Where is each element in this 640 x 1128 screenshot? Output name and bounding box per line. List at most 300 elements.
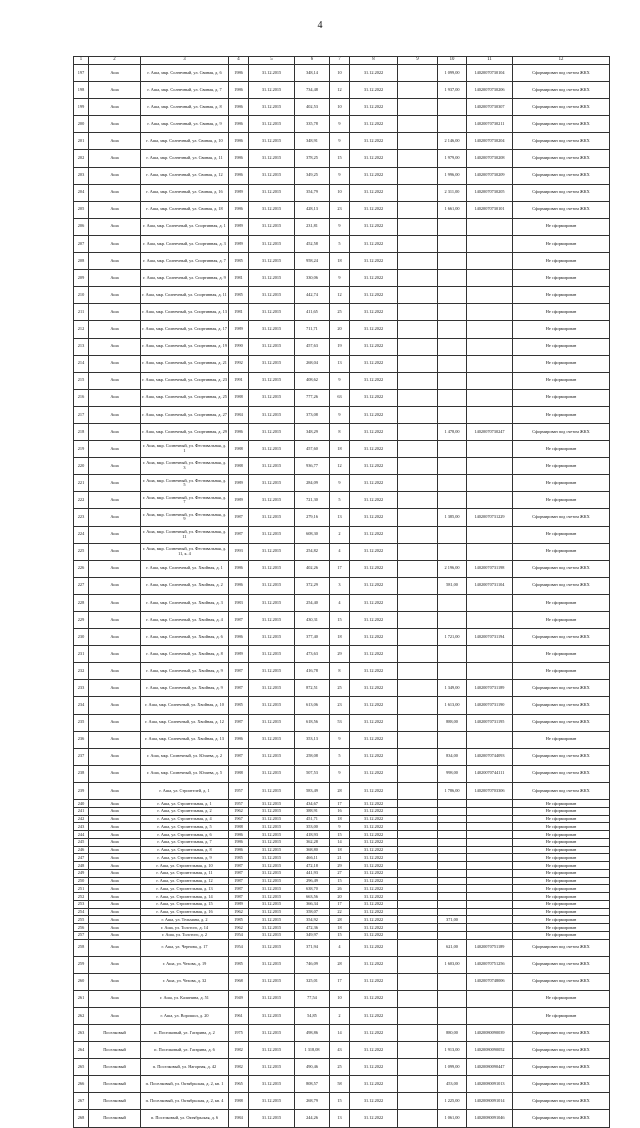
cell-status: Не сформирован <box>513 800 610 808</box>
cell-account-number <box>467 877 513 885</box>
cell-survey-date: 31.12.2015 <box>249 287 295 304</box>
cell-amount: 1 099,00 <box>438 1059 467 1076</box>
table-row <box>74 924 610 932</box>
cell-row-index: 210 <box>74 287 89 304</box>
cell-row-index: 217 <box>74 406 89 423</box>
cell-row-index: 218 <box>74 423 89 440</box>
cell-survey-date: 31.12.2015 <box>249 458 295 475</box>
cell-area: 442,74 <box>295 287 330 304</box>
cell-amount: 581,00 <box>438 577 467 594</box>
cell-units: 15 <box>330 831 350 839</box>
cell-plan-date: 31.12.2022 <box>350 338 398 355</box>
cell-extra <box>398 475 438 492</box>
cell-row-index: 207 <box>74 235 89 252</box>
cell-amount <box>438 372 467 389</box>
col-number: 9 <box>398 57 438 65</box>
cell-area: 663,56 <box>295 893 330 901</box>
cell-status: Не сформирован <box>513 908 610 916</box>
cell-amount: 1 937,00 <box>438 82 467 99</box>
table-row <box>74 492 610 509</box>
cell-amount <box>438 287 467 304</box>
cell-row-index: 253 <box>74 900 89 908</box>
cell-plan-date: 31.12.2022 <box>350 831 398 839</box>
cell-account-number <box>467 338 513 355</box>
cell-amount <box>438 270 467 287</box>
cell-extra <box>398 201 438 218</box>
cell-account-number <box>467 990 513 1007</box>
cell-units: 18 <box>330 846 350 854</box>
cell-account-number: 14020070730209 <box>467 167 513 184</box>
cell-plan-date: 31.12.2022 <box>350 1110 398 1127</box>
table-row <box>74 355 610 372</box>
cell-plan-date: 31.12.2022 <box>350 492 398 509</box>
cell-locality: Аша <box>89 65 141 82</box>
cell-address: г. Аша, ул. Строительная, д. 13 <box>141 885 229 893</box>
table-row <box>74 304 610 321</box>
table-row <box>74 167 610 184</box>
cell-build-year: 1986 <box>229 560 249 577</box>
table-row <box>74 406 610 423</box>
cell-account-number <box>467 594 513 611</box>
cell-units: 15 <box>330 612 350 629</box>
cell-account-number: 14020070731104 <box>467 577 513 594</box>
cell-row-index: 255 <box>74 916 89 924</box>
cell-row-index: 258 <box>74 939 89 956</box>
cell-plan-date: 31.12.2022 <box>350 869 398 877</box>
cell-status: Сформирован под счетом ЖКХ <box>513 423 610 440</box>
cell-account-number: 14020070731195 <box>467 714 513 731</box>
cell-account-number: 14020080090052 <box>467 1042 513 1059</box>
cell-row-index: 216 <box>74 389 89 406</box>
table-row <box>74 990 610 1007</box>
cell-account-number <box>467 389 513 406</box>
cell-address: г. Аша, ул. Строительная, д. 5 <box>141 823 229 831</box>
cell-extra <box>398 916 438 924</box>
cell-amount: 2 146,00 <box>438 133 467 150</box>
cell-row-index: 203 <box>74 167 89 184</box>
cell-build-year: 1986 <box>229 831 249 839</box>
cell-locality: Поселковый <box>89 1076 141 1093</box>
cell-locality: Аша <box>89 543 141 560</box>
cell-survey-date: 31.12.2015 <box>249 869 295 877</box>
cell-address: г. Аша, ул. Строительная, д. 8 <box>141 846 229 854</box>
cell-build-year: 1986 <box>229 82 249 99</box>
page-number: 4 <box>317 20 323 31</box>
cell-status: Не сформирован <box>513 612 610 629</box>
cell-locality: Поселковый <box>89 1042 141 1059</box>
cell-status: Не сформирован <box>513 877 610 885</box>
cell-status: Сформирован под счетом ЖКХ <box>513 1059 610 1076</box>
cell-plan-date: 31.12.2022 <box>350 116 398 133</box>
cell-extra <box>398 990 438 1007</box>
cell-address: г. Аша, мкр. Солнечный, ул. Хвойная, д. 4 <box>141 612 229 629</box>
cell-survey-date: 31.12.2015 <box>249 629 295 646</box>
cell-row-index: 223 <box>74 509 89 526</box>
cell-area: 354,79 <box>295 184 330 201</box>
cell-status: Не сформирован <box>513 218 610 235</box>
table-row <box>74 270 610 287</box>
cell-address: г. Аша, мкр. Солнечный, ул. Хвойная, д. 1 <box>141 560 229 577</box>
cell-units: 2 <box>330 1007 350 1024</box>
col-number: 6 <box>295 57 330 65</box>
cell-build-year: 1986 <box>229 201 249 218</box>
cell-survey-date: 31.12.2015 <box>249 235 295 252</box>
table-row <box>74 458 610 475</box>
cell-build-year: 1987 <box>229 885 249 893</box>
cell-row-index: 214 <box>74 355 89 372</box>
cell-row-index: 265 <box>74 1059 89 1076</box>
cell-row-index: 224 <box>74 526 89 543</box>
cell-account-number: 14020080091046 <box>467 1110 513 1127</box>
col-number: 12 <box>513 57 610 65</box>
cell-amount <box>438 731 467 748</box>
cell-locality: Аша <box>89 612 141 629</box>
cell-locality: Аша <box>89 854 141 862</box>
cell-account-number: 14020070730211 <box>467 116 513 133</box>
cell-row-index: 250 <box>74 877 89 885</box>
cell-survey-date: 31.12.2015 <box>249 973 295 990</box>
cell-address: г. Аша, мкр. Солнечный, ул. Свиная, д. 16 <box>141 184 229 201</box>
cell-extra <box>398 99 438 116</box>
cell-amount <box>438 304 467 321</box>
cell-amount: 1 913,00 <box>438 1042 467 1059</box>
cell-status: Не сформирован <box>513 389 610 406</box>
cell-survey-date: 31.12.2015 <box>249 441 295 458</box>
cell-area: 349,25 <box>295 167 330 184</box>
cell-units: 8 <box>330 423 350 440</box>
cell-build-year: 1982 <box>229 1042 249 1059</box>
cell-extra <box>398 646 438 663</box>
cell-locality: Аша <box>89 184 141 201</box>
cell-survey-date: 31.12.2015 <box>249 1110 295 1127</box>
cell-status: Сформирован под счетом ЖКХ <box>513 577 610 594</box>
cell-amount: 1 478,00 <box>438 423 467 440</box>
cell-area: 472,18 <box>295 862 330 870</box>
cell-units: 9 <box>330 372 350 389</box>
cell-row-index: 205 <box>74 201 89 218</box>
cell-units: 18 <box>330 253 350 270</box>
cell-build-year: 1984 <box>229 1110 249 1127</box>
table-row <box>74 807 610 815</box>
cell-plan-date: 31.12.2022 <box>350 646 398 663</box>
cell-amount <box>438 885 467 893</box>
cell-locality: Аша <box>89 893 141 901</box>
cell-plan-date: 31.12.2022 <box>350 854 398 862</box>
cell-survey-date: 31.12.2015 <box>249 321 295 338</box>
table-row <box>74 731 610 748</box>
cell-locality: Аша <box>89 441 141 458</box>
cell-survey-date: 31.12.2015 <box>249 509 295 526</box>
table-row <box>74 885 610 893</box>
cell-account-number <box>467 815 513 823</box>
cell-area: 378,25 <box>295 150 330 167</box>
cell-address: г. Аша, мкр. Солнечный, ул. Свиная, д. 18 <box>141 201 229 218</box>
cell-amount <box>438 990 467 1007</box>
cell-status: Не сформирован <box>513 475 610 492</box>
cell-area: 416,78 <box>295 663 330 680</box>
cell-account-number <box>467 526 513 543</box>
cell-build-year: 1961 <box>229 1007 249 1024</box>
cell-survey-date: 31.12.2015 <box>249 1025 295 1042</box>
cell-units: 15 <box>330 931 350 939</box>
cell-units: 13 <box>330 355 350 372</box>
cell-build-year: 1988 <box>229 823 249 831</box>
cell-area: 608,30 <box>295 526 330 543</box>
cell-area: 618,56 <box>295 714 330 731</box>
cell-status: Не сформирован <box>513 526 610 543</box>
table-row <box>74 680 610 697</box>
cell-extra <box>398 253 438 270</box>
cell-build-year: 1987 <box>229 714 249 731</box>
table-row <box>74 577 610 594</box>
cell-amount <box>438 823 467 831</box>
cell-address: п. Поселковый, ул. Октябрьская, д. 6 <box>141 1110 229 1127</box>
cell-amount: 834,00 <box>438 748 467 765</box>
cell-status: Не сформирован <box>513 646 610 663</box>
cell-status: Не сформирован <box>513 931 610 939</box>
table-row <box>74 800 610 808</box>
cell-locality: Аша <box>89 355 141 372</box>
cell-units: 22 <box>330 908 350 916</box>
cell-row-index: 268 <box>74 1110 89 1127</box>
cell-locality: Поселковый <box>89 1093 141 1110</box>
cell-area: 362,28 <box>295 838 330 846</box>
cell-amount <box>438 815 467 823</box>
cell-extra <box>398 133 438 150</box>
cell-amount <box>438 807 467 815</box>
cell-survey-date: 31.12.2015 <box>249 99 295 116</box>
cell-status: Не сформирован <box>513 854 610 862</box>
cell-area: 349,97 <box>295 931 330 939</box>
cell-plan-date: 31.12.2022 <box>350 543 398 560</box>
cell-row-index: 213 <box>74 338 89 355</box>
cell-extra <box>398 270 438 287</box>
cell-account-number: 14020080091014 <box>467 1093 513 1110</box>
table-row <box>74 184 610 201</box>
cell-status: Сформирован под счетом ЖКХ <box>513 509 610 526</box>
cell-build-year: 1954 <box>229 931 249 939</box>
cell-row-index: 231 <box>74 646 89 663</box>
table-row <box>74 893 610 901</box>
cell-account-number <box>467 924 513 932</box>
cell-plan-date: 31.12.2022 <box>350 389 398 406</box>
cell-area: 402,53 <box>295 99 330 116</box>
cell-account-number <box>467 900 513 908</box>
cell-build-year: 1962 <box>229 807 249 815</box>
cell-plan-date: 31.12.2022 <box>350 509 398 526</box>
table-row <box>74 116 610 133</box>
cell-status: Не сформирован <box>513 862 610 870</box>
cell-address: г. Аша, ул. Толстого, д. 2 <box>141 931 229 939</box>
cell-status: Не сформирован <box>513 900 610 908</box>
cell-area: 348,91 <box>295 133 330 150</box>
cell-build-year: 1986 <box>229 731 249 748</box>
cell-amount: 1 786,00 <box>438 782 467 799</box>
cell-row-index: 197 <box>74 65 89 82</box>
cell-address: г. Аша, мкр. Солнечный, ул. Хвойная, д. 9 <box>141 680 229 697</box>
cell-units: 20 <box>330 893 350 901</box>
cell-extra <box>398 184 438 201</box>
cell-address: г. Аша, мкр. Солнечный, ул. Юлаева, д. 5 <box>141 765 229 782</box>
cell-area: 711,71 <box>295 321 330 338</box>
cell-area: 268,79 <box>295 1093 330 1110</box>
cell-extra <box>398 167 438 184</box>
col-number: 7 <box>330 57 350 65</box>
col-number: 2 <box>89 57 141 65</box>
cell-amount <box>438 594 467 611</box>
cell-survey-date: 31.12.2015 <box>249 731 295 748</box>
cell-plan-date: 31.12.2022 <box>350 82 398 99</box>
cell-status: Не сформирован <box>513 458 610 475</box>
table-row <box>74 201 610 218</box>
cell-address: г. Аша, мкр. Солнечный, ул. Свиная, д. 6 <box>141 65 229 82</box>
cell-plan-date: 31.12.2022 <box>350 807 398 815</box>
cell-area: 808,57 <box>295 1076 330 1093</box>
cell-area: 388,91 <box>295 807 330 815</box>
cell-area: 434,67 <box>295 800 330 808</box>
cell-units: 10 <box>330 65 350 82</box>
cell-plan-date: 31.12.2022 <box>350 765 398 782</box>
cell-plan-date: 31.12.2022 <box>350 990 398 1007</box>
cell-locality: Аша <box>89 823 141 831</box>
cell-locality: Аша <box>89 235 141 252</box>
cell-status: Сформирован под счетом ЖКХ <box>513 560 610 577</box>
cell-amount <box>438 908 467 916</box>
cell-extra <box>398 235 438 252</box>
cell-locality: Аша <box>89 877 141 885</box>
cell-account-number <box>467 218 513 235</box>
cell-survey-date: 31.12.2015 <box>249 931 295 939</box>
cell-locality: Аша <box>89 815 141 823</box>
cell-row-index: 264 <box>74 1042 89 1059</box>
cell-extra <box>398 908 438 916</box>
col-number: 11 <box>467 57 513 65</box>
cell-units: 14 <box>330 838 350 846</box>
cell-extra <box>398 877 438 885</box>
cell-account-number <box>467 372 513 389</box>
cell-account-number <box>467 908 513 916</box>
cell-units: 25 <box>330 680 350 697</box>
cell-account-number: 14020070730247 <box>467 423 513 440</box>
cell-build-year: 1993 <box>229 543 249 560</box>
cell-status: Сформирован под счетом ЖКХ <box>513 201 610 218</box>
cell-account-number <box>467 854 513 862</box>
cell-status: Сформирован под счетом ЖКХ <box>513 765 610 782</box>
cell-extra <box>398 748 438 765</box>
cell-survey-date: 31.12.2015 <box>249 815 295 823</box>
cell-address: г. Аша, мкр. Солнечный, ул. Спортивная, д. 23 <box>141 372 229 389</box>
cell-extra <box>398 1042 438 1059</box>
cell-amount <box>438 1007 467 1024</box>
cell-build-year: 1986 <box>229 116 249 133</box>
cell-account-number <box>467 270 513 287</box>
cell-plan-date: 31.12.2022 <box>350 304 398 321</box>
cell-survey-date: 31.12.2015 <box>249 65 295 82</box>
cell-row-index: 202 <box>74 150 89 167</box>
table-row <box>74 1007 610 1024</box>
cell-address: г. Аша, ул. Строительная, д. 7 <box>141 838 229 846</box>
cell-row-index: 232 <box>74 663 89 680</box>
cell-locality: Аша <box>89 869 141 877</box>
cell-plan-date: 31.12.2022 <box>350 1025 398 1042</box>
cell-survey-date: 31.12.2015 <box>249 492 295 509</box>
cell-account-number <box>467 287 513 304</box>
table-row <box>74 612 610 629</box>
cell-locality: Аша <box>89 116 141 133</box>
cell-status: Не сформирован <box>513 594 610 611</box>
cell-address: г. Аша, мкр. Солнечный, ул. Хвойная, д. 10 <box>141 697 229 714</box>
cell-account-number <box>467 800 513 808</box>
cell-units: 58 <box>330 1076 350 1093</box>
cell-area: 373,08 <box>295 406 330 423</box>
table-row <box>74 133 610 150</box>
cell-row-index: 209 <box>74 270 89 287</box>
cell-locality: Аша <box>89 577 141 594</box>
cell-area: 638,70 <box>295 885 330 893</box>
cell-account-number: 14020070731190 <box>467 697 513 714</box>
table-row <box>74 338 610 355</box>
cell-amount <box>438 831 467 839</box>
cell-plan-date: 31.12.2022 <box>350 973 398 990</box>
cell-amount: 998,00 <box>438 765 467 782</box>
cell-row-index: 239 <box>74 782 89 799</box>
cell-address: г. Аша, мкр. Солнечный, ул. Фестивальная, д. 1 <box>141 441 229 458</box>
cell-row-index: 243 <box>74 823 89 831</box>
cell-survey-date: 31.12.2015 <box>249 908 295 916</box>
cell-row-index: 235 <box>74 714 89 731</box>
cell-account-number: 14020070730104 <box>467 65 513 82</box>
cell-area: 746,09 <box>295 956 330 973</box>
table-row <box>74 1059 610 1076</box>
cell-units: 5 <box>330 748 350 765</box>
cell-build-year: 1986 <box>229 629 249 646</box>
cell-status: Не сформирован <box>513 543 610 560</box>
cell-area: 254,40 <box>295 594 330 611</box>
cell-survey-date: 31.12.2015 <box>249 543 295 560</box>
cell-units: 10 <box>330 99 350 116</box>
cell-extra <box>398 800 438 808</box>
cell-amount <box>438 924 467 932</box>
cell-survey-date: 31.12.2015 <box>249 885 295 893</box>
cell-status: Сформирован под счетом ЖКХ <box>513 116 610 133</box>
cell-build-year: 1987 <box>229 893 249 901</box>
cell-locality: Аша <box>89 509 141 526</box>
cell-account-number: 14020070731194 <box>467 629 513 646</box>
cell-units: 15 <box>330 1093 350 1110</box>
cell-amount <box>438 543 467 560</box>
cell-build-year: 1987 <box>229 680 249 697</box>
table-row <box>74 1025 610 1042</box>
cell-build-year: 1987 <box>229 869 249 877</box>
cell-survey-date: 31.12.2015 <box>249 1076 295 1093</box>
cell-area: 366,34 <box>295 900 330 908</box>
cell-address: г. Аша, мкр. Солнечный, ул. Фестивальная, д. 7 <box>141 492 229 509</box>
cell-amount: 1 225,00 <box>438 1093 467 1110</box>
cell-locality: Аша <box>89 475 141 492</box>
cell-address: г. Аша, ул. Толстого, д. 14 <box>141 924 229 932</box>
cell-units: 9 <box>330 167 350 184</box>
cell-locality: Аша <box>89 389 141 406</box>
cell-status: Не сформирован <box>513 270 610 287</box>
cell-build-year: 1988 <box>229 389 249 406</box>
cell-locality: Аша <box>89 862 141 870</box>
cell-status: Не сформирован <box>513 831 610 839</box>
cell-extra <box>398 885 438 893</box>
cell-address: г. Аша, мкр. Солнечный, ул. Свиная, д. 12 <box>141 167 229 184</box>
cell-status: Не сформирован <box>513 838 610 846</box>
table-row <box>74 509 610 526</box>
cell-amount: 1 061,00 <box>438 1110 467 1127</box>
